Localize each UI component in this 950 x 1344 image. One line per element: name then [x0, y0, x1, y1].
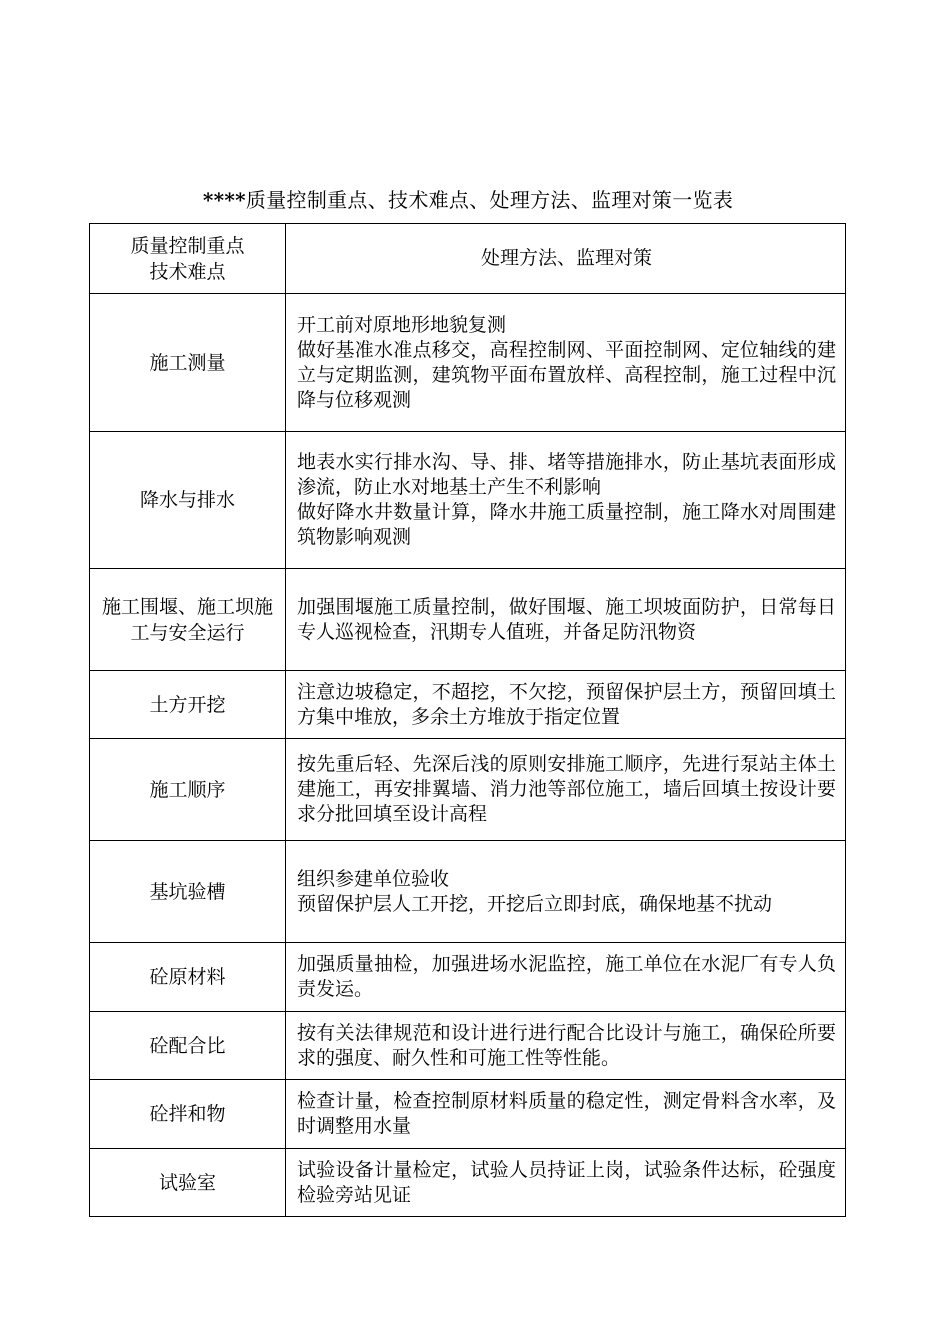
row-item: 砼原材料	[90, 943, 286, 1012]
row-method-line: 预留保护层人工开挖，开挖后立即封底，确保地基不扰动	[297, 892, 773, 915]
row-method-line: 加强围堰施工质量控制，做好围堰、施工坝坡面防护，日常每日专人巡视检查，汛期专人值班，并备足防汛物资	[297, 595, 836, 643]
title-text: 质量控制重点、技术难点、处理方法、监理对策一览表	[245, 188, 734, 212]
table-row	[90, 841, 846, 943]
row-method	[286, 671, 846, 739]
title-stars: ****	[202, 188, 246, 212]
row-method-line: 做好基准水准点移交，高程控制网、平面控制网、定位轴线的建立与定期监测，建筑物平面布置放样、高程控制，施工过程中沉降与位移观测	[297, 338, 836, 411]
row-method	[286, 943, 846, 1012]
row-method-line: 注意边坡稳定，不超挖，不欠挖，预留保护层土方，预留回填土方集中堆放，多余土方堆放于指定位置	[297, 680, 836, 728]
row-method	[286, 841, 846, 943]
quality-control-table	[89, 223, 846, 1217]
page-title	[90, 186, 846, 214]
row-method	[286, 1149, 846, 1217]
row-method	[286, 739, 846, 841]
row-method-line: 地表水实行排水沟、导、排、堵等措施排水，防止基坑表面形成渗流，防止水对地基土产生不利影响	[297, 451, 836, 498]
row-item: 基坑验槽	[90, 841, 286, 943]
table-row	[90, 294, 846, 432]
header-col-point-line1: 质量控制重点	[130, 234, 245, 257]
header-col-method: 处理方法、监理对策	[286, 224, 846, 294]
table-row	[90, 1012, 846, 1080]
row-method-line: 加强质量抽检，加强进场水泥监控，施工单位在水泥厂有专人负责发运。	[297, 953, 836, 1000]
row-item: 施工围堰、施工坝施工与安全运行	[90, 569, 286, 671]
table-row	[90, 943, 846, 1012]
row-method	[286, 1080, 846, 1149]
row-method-line: 开工前对原地形地貌复测	[297, 313, 507, 336]
row-method-line: 组织参建单位验收	[297, 867, 450, 890]
header-col-point	[90, 224, 286, 294]
row-item: 砼配合比	[90, 1012, 286, 1080]
row-method	[286, 294, 846, 432]
table-row	[90, 1080, 846, 1149]
table-row	[90, 1149, 846, 1217]
table-row	[90, 432, 846, 569]
row-method-line: 检查计量，检查控制原材料质量的稳定性，测定骨料含水率，及时调整用水量	[297, 1090, 836, 1137]
row-item: 土方开挖	[90, 671, 286, 739]
row-method-line: 做好降水井数量计算，降水井施工质量控制，施工降水对周围建筑物影响观测	[297, 501, 836, 548]
table-row	[90, 671, 846, 739]
row-method	[286, 1012, 846, 1080]
row-method	[286, 569, 846, 671]
row-method	[286, 432, 846, 569]
row-item: 试验室	[90, 1149, 286, 1217]
table-header-row	[90, 224, 846, 294]
header-col-point-line2: 技术难点	[149, 260, 226, 283]
row-method-line: 按有关法律规范和设计进行进行配合比设计与施工，确保砼所要求的强度、耐久性和可施工性等性能。	[297, 1021, 836, 1069]
row-item: 砼拌和物	[90, 1080, 286, 1149]
row-item: 降水与排水	[90, 432, 286, 569]
table-row	[90, 569, 846, 671]
row-item: 施工顺序	[90, 739, 286, 841]
row-method-line: 按先重后轻、先深后浅的原则安排施工顺序，先进行泵站主体土建施工，再安排翼墙、消力池等部位施工，墙后回填土按设计要求分批回填至设计高程	[297, 753, 836, 825]
table-row	[90, 739, 846, 841]
row-method-line: 试验设备计量检定，试验人员持证上岗，试验条件达标，砼强度检验旁站见证	[297, 1158, 836, 1206]
row-item: 施工测量	[90, 294, 286, 432]
